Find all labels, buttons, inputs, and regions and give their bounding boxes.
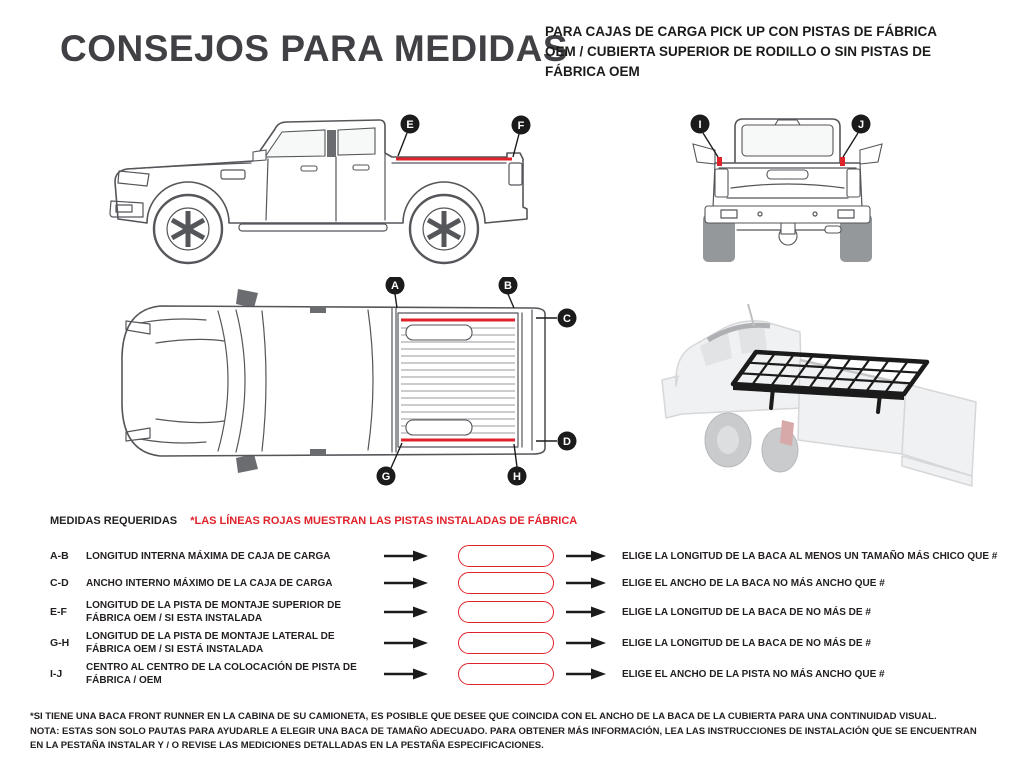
marker-e	[398, 115, 420, 157]
rear-wheel	[410, 195, 478, 263]
svg-text:G: G	[381, 471, 391, 483]
measurement-row-ef	[50, 599, 1012, 625]
door-handle	[353, 165, 369, 170]
page-subtitle: PARA CAJAS DE CARGA PICK UP CON PISTAS DE FÁBRICA OEM / CUBIERTA SUPERIOR DE RODILLO O SIN PISTAS DE FÁBRICA OEM	[545, 24, 937, 79]
footnotes	[30, 710, 982, 754]
ghost-taillight	[780, 420, 794, 446]
door-handle	[301, 166, 317, 171]
measure-label: LONGITUD DE LA PISTA DE MONTAJE SUPERIOR DE FÁBRICA OEM / SI ESTA INSTALADA	[86, 600, 342, 624]
rear-bumper	[705, 206, 870, 223]
flow-arrow-icon	[558, 550, 614, 562]
marker-f	[512, 116, 531, 158]
taillight-left	[715, 169, 728, 197]
measurement-input[interactable]	[458, 663, 554, 685]
wheel-well-bottom	[406, 420, 472, 435]
measurement-row-gh	[50, 630, 1012, 656]
measure-label: CENTRO AL CENTRO DE LA COLOCACIÓN DE PISTA DE FÁBRICA / OEM	[86, 662, 357, 686]
svg-text:F: F	[517, 120, 525, 132]
measure-key: I-J	[50, 668, 63, 680]
measurements-heading: MEDIDAS REQUERIDAS	[50, 515, 178, 527]
measure-label: LONGITUD INTERNA MÁXIMA DE CAJA DE CARGA	[86, 550, 331, 562]
svg-text:B: B	[504, 280, 512, 292]
measure-label: LONGITUD DE LA PISTA DE MONTAJE LATERAL DE FÁBRICA OEM / SI ESTÁ INSTALADA	[86, 631, 335, 655]
measurements-table	[50, 545, 1012, 692]
flow-arrow-icon	[558, 577, 614, 589]
svg-text:H: H	[513, 471, 521, 483]
measure-key: G-H	[50, 637, 70, 649]
svg-text:I: I	[698, 119, 702, 131]
side-view-truck-diagram	[103, 107, 583, 267]
rear-view-truck-diagram	[675, 106, 900, 268]
top-mirror	[236, 289, 258, 308]
bottom-mirror	[236, 454, 258, 473]
svg-text:A: A	[391, 280, 399, 292]
exhaust	[825, 226, 841, 233]
svg-text:D: D	[563, 436, 571, 448]
red-lines-note: *LAS LÍNEAS ROJAS MUESTRAN LAS PISTAS INSTALADAS DE FÁBRICA	[190, 515, 578, 527]
flow-arrow-icon	[558, 637, 614, 649]
measure-key: C-D	[50, 577, 69, 589]
measurement-input[interactable]	[458, 632, 554, 654]
measurement-row-ab	[50, 545, 1012, 567]
rear-door-window	[338, 128, 375, 155]
truck-with-rack-illustration	[648, 288, 983, 498]
footnote-guidelines: NOTA: ESTAS SON SOLO PAUTAS PARA AYUDARLE A ELEGIR UNA BACA DE TAMAÑO ADECUADO. PARA OBTENER MÁS INFORMACIÓN, LEA LAS INSTRUCCIONES DE INSTALACIÓN QUE SE ENCUENTRAN EN LA PESTAÑA INSTALAR Y / O REVISE LAS MEDICIONES DETALLADAS EN LA PESTAÑA ESPECIFICACIONES.	[30, 726, 977, 751]
tow-hitch	[781, 223, 795, 234]
running-board	[239, 224, 387, 231]
third-brake-light	[775, 120, 800, 125]
side-mirror	[253, 150, 266, 161]
measurement-input[interactable]	[458, 572, 554, 594]
flow-arrow-icon	[358, 577, 454, 589]
rear-window	[742, 125, 833, 156]
top-view-truck-diagram	[110, 277, 585, 487]
taillight-right	[847, 169, 860, 197]
measurement-row-cd	[50, 572, 1012, 594]
selection-instruction: ELIGE LA LONGITUD DE LA BACA DE NO MÁS DE #	[622, 637, 871, 649]
footnote-visual-continuity: *SI TIENE UNA BACA FRONT RUNNER EN LA CABINA DE SU CAMIONETA, ES POSIBLE QUE DESEE QUE COINCIDA CON EL ANCHO DE LA BACA DE LA CUBIERTA PARA UNA CONTINUIDAD VISUAL.	[30, 711, 937, 722]
svg-text:E: E	[406, 119, 414, 131]
flow-arrow-icon	[358, 668, 454, 680]
oem-track-mark-right	[840, 157, 845, 166]
selection-instruction: ELIGE EL ANCHO DE LA BACA NO MÁS ANCHO QUE #	[622, 577, 885, 589]
selection-instruction: ELIGE LA LONGITUD DE LA BACA DE NO MÁS DE #	[622, 606, 871, 618]
b-pillar	[327, 130, 336, 157]
wheel-well-top	[406, 325, 472, 340]
right-mirror	[860, 144, 882, 164]
selection-instruction: ELIGE EL ANCHO DE LA PISTA NO MÁS ANCHO QUE #	[622, 668, 885, 680]
selection-instruction: ELIGE LA LONGITUD DE LA BACA AL MENOS UN TAMAÑO MÁS CHICO QUE #	[622, 550, 998, 562]
flow-arrow-icon	[358, 550, 454, 562]
flow-arrow-icon	[558, 606, 614, 618]
measure-key: E-F	[50, 606, 67, 618]
tailgate-handle	[767, 170, 808, 179]
ghost-bed-side	[798, 360, 906, 454]
front-wheel	[154, 195, 222, 263]
svg-text:J: J	[857, 119, 865, 131]
measure-key: A-B	[50, 550, 69, 562]
svg-text:C: C	[563, 313, 571, 325]
measurement-input[interactable]	[458, 545, 554, 567]
flow-arrow-icon	[358, 637, 454, 649]
page-title: CONSEJOS PARA MEDIDAS	[60, 28, 569, 69]
ghost-cab	[662, 321, 802, 418]
measurement-row-ij	[50, 661, 1012, 687]
flow-arrow-icon	[558, 668, 614, 680]
oem-track-mark-left	[717, 157, 722, 166]
marker-b	[499, 277, 518, 308]
measurements-header	[50, 515, 577, 527]
marker-a	[386, 277, 405, 308]
flow-arrow-icon	[358, 606, 454, 618]
measurement-input[interactable]	[458, 601, 554, 623]
measure-label: ANCHO INTERNO MÁXIMO DE LA CAJA DE CARGA	[86, 577, 333, 589]
